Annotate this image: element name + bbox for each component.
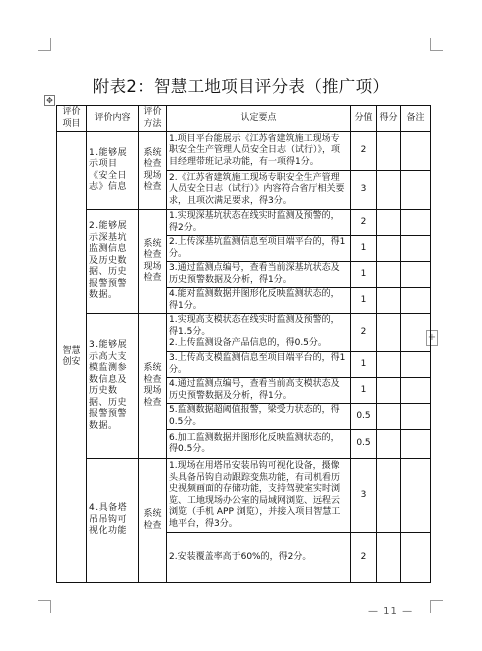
crop-mark-bottom-left [38, 600, 51, 613]
score-cell: 2 [351, 314, 377, 352]
score-cell: 0.5 [351, 430, 377, 459]
header-score: 分值 [351, 106, 377, 132]
obtained-cell[interactable] [377, 533, 401, 583]
requirement-cell: 1.实现高支模状态在线实时监测及预警的，得1.5分。 2.上传监测设备产品信息的，得0.5分。 [167, 314, 351, 352]
method-cell: 系统检查现场检查 [139, 314, 167, 459]
method-cell: 系统检查现场检查 [139, 132, 167, 210]
header-obtained: 得分 [377, 106, 401, 132]
requirement-cell: 1.现场在用塔吊安装吊钩可视化设备，摄像头具备吊钩自动跟踪变焦功能，有司机看历史视频画面的存储功能，支持驾驶室实时浏览、工地现场办公室的局域网浏览、远程云浏览（手机 APP 浏览），并接入项目智慧工地平台，得3分。 [167, 459, 351, 533]
score-cell: 0.5 [351, 404, 377, 430]
category-cell: 智慧创安 [57, 132, 87, 583]
remarks-cell[interactable] [401, 262, 431, 288]
requirement-cell: 5.监测数据超阈值报警，梁受力状态的，得0.5分。 [167, 404, 351, 430]
page-title: 附表2：智慧工地项目评分表（推广项） [92, 77, 390, 96]
remarks-cell[interactable] [401, 352, 431, 378]
score-cell: 1 [351, 262, 377, 288]
table-row [57, 210, 431, 236]
table-row [57, 132, 431, 171]
header-remarks: 备注 [401, 106, 431, 132]
add-row-icon[interactable]: + [426, 330, 438, 346]
requirement-cell: 1.实现深基坑状态在线实时监测及预警的，得2分。 [167, 210, 351, 236]
requirement-cell: 3.上传高支模监测信息至项目端平台的，得1分。 [167, 352, 351, 378]
crop-mark-bottom-right [430, 600, 443, 613]
obtained-cell[interactable] [377, 404, 401, 430]
score-cell: 2 [351, 132, 377, 171]
score-cell: 3 [351, 459, 377, 533]
score-cell: 3 [351, 171, 377, 210]
crop-mark-top-right [430, 38, 443, 51]
obtained-cell[interactable] [377, 352, 401, 378]
remarks-cell[interactable] [401, 288, 431, 314]
table-move-handle-icon[interactable]: ✥ [44, 95, 55, 106]
requirement-cell: 2.上传深基坑监测信息至项目端平台的，得1分。 [167, 236, 351, 262]
score-cell: 1 [351, 288, 377, 314]
remarks-cell[interactable] [401, 430, 431, 459]
page-number: — 11 — [368, 606, 414, 617]
requirement-cell: 2.《江苏省建筑施工现场专职安全生产管理人员安全日志（试行）》内容符合省厅相关要求，且项次满足要求，得3分。 [167, 171, 351, 210]
requirement-cell: 1.项目平台能展示《江苏省建筑施工现场专职安全生产管理人员安全日志（试行）》，项目经理带班记录功能，有一项得1分。 [167, 132, 351, 171]
crop-mark-top-left [38, 38, 51, 51]
score-cell: 1 [351, 236, 377, 262]
obtained-cell[interactable] [377, 288, 401, 314]
method-cell: 系统检查现场检查 [139, 210, 167, 314]
remarks-cell[interactable] [401, 404, 431, 430]
requirement-cell: 4.能对监测数据并图形化反映监测状态的，得1分。 [167, 288, 351, 314]
obtained-cell[interactable] [377, 430, 401, 459]
method-cell: 系统检查 [139, 459, 167, 583]
requirement-cell: 3.通过监测点编号，查看当前深基坑状态及历史预警数据及分析，得1分。 [167, 262, 351, 288]
remarks-cell[interactable] [401, 132, 431, 171]
remarks-cell[interactable] [401, 459, 431, 533]
obtained-cell[interactable] [377, 314, 401, 352]
remarks-cell[interactable] [401, 171, 431, 210]
obtained-cell[interactable] [377, 459, 401, 533]
obtained-cell[interactable] [377, 236, 401, 262]
content-cell: 2.能够展示深基坑监测信息及历史数据、历史报警预警数据。 [87, 210, 139, 314]
content-cell: 3.能够展示高大支模监测参数信息及历史数据、历史报警预警数据。 [87, 314, 139, 459]
requirement-cell: 2.安装覆盖率高于60%的，得2分。 [167, 533, 351, 583]
score-cell: 1 [351, 378, 377, 404]
score-cell: 2 [351, 210, 377, 236]
score-cell: 1 [351, 352, 377, 378]
obtained-cell[interactable] [377, 210, 401, 236]
obtained-cell[interactable] [377, 378, 401, 404]
obtained-cell[interactable] [377, 171, 401, 210]
score-cell: 2 [351, 533, 377, 583]
header-method: 评价方法 [139, 106, 167, 132]
remarks-cell[interactable] [401, 533, 431, 583]
table-header-row [57, 106, 431, 132]
content-cell: 1.能够展示项目《安全日志》信息 [87, 132, 139, 210]
requirement-cell: 4.通过监测点编号，查看当前高支模状态及历史预警数据及分析，得1分。 [167, 378, 351, 404]
requirement-cell: 6.加工监测数据并图形化反映监测状态的，得0.5分。 [167, 430, 351, 459]
table-row [57, 459, 431, 533]
remarks-cell[interactable] [401, 210, 431, 236]
scoring-table [56, 105, 431, 583]
content-cell: 4.具备塔吊吊钩可视化功能 [87, 459, 139, 583]
header-content: 评价内容 [87, 106, 139, 132]
table-row [57, 314, 431, 352]
remarks-cell[interactable] [401, 378, 431, 404]
header-item: 评价项目 [57, 106, 87, 132]
obtained-cell[interactable] [377, 132, 401, 171]
header-requirements: 认定要点 [167, 106, 351, 132]
obtained-cell[interactable] [377, 262, 401, 288]
remarks-cell[interactable] [401, 314, 431, 352]
remarks-cell[interactable] [401, 236, 431, 262]
